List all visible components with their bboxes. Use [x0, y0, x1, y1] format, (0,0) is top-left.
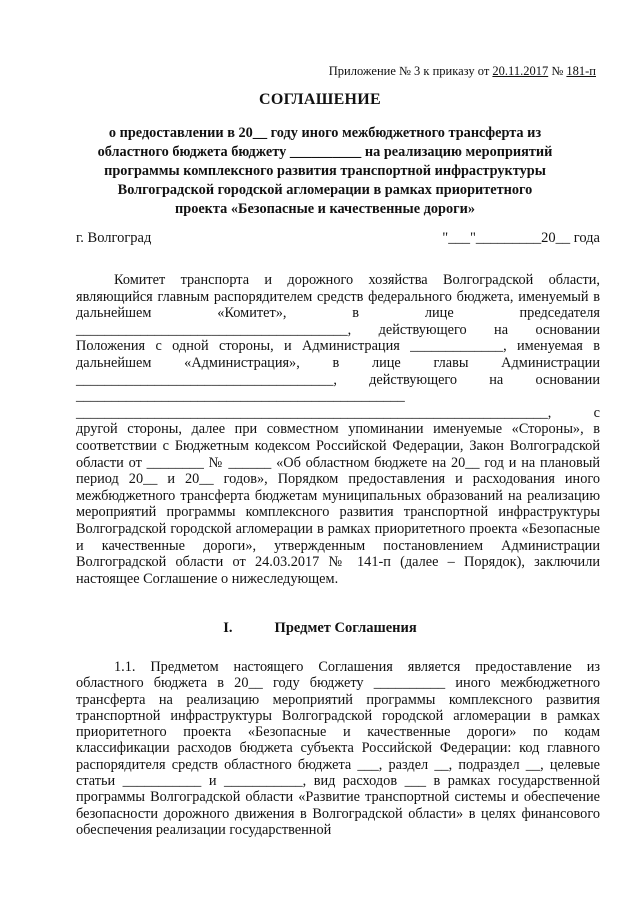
annex-prefix: Приложение № 3 к приказу от	[328, 64, 490, 78]
preamble-paragraph: Комитет транспорта и дорожного хозяйства Волгоградской области, являющийся главным распорядителем средств федерального бюджета, именуемый в дальнейшем «Комитет», в лице председателя ______________________________________, действующего на основании Положения с одной стороны, и Администрация _____________, именуемая в дальнейшем «Администрация», в лице главы Администрации ____________________________________, действующего на основании ______________________________________________ __________________________________________________________________, с другой стороны, далее при совместном упоминании именуемые «Стороны», в соответствии с Бюджетным кодексом Российской Федерации, Закон Волгоградской области от ________ № ______ «Об областном бюджете на 20__ год и на плановый период 20__ и 20__ годов», Порядком предоставления и расходования иного межбюджетного трансферта бюджетам муниципальных образований на реализацию мероприятий программы комплексного развития транспортной инфраструктуры Волгоградской городской агломерации в рамках приоритетного проекта «Безопасные и качественные дороги», утвержденным постановлением Администрации Волгоградской области от 24.03.2017 № 141-п (далее – Порядок), заключили настоящее Соглашение о нижеследующем.	[76, 272, 600, 587]
clause-block	[76, 659, 600, 838]
preamble-block	[76, 272, 600, 587]
section-number: I.	[223, 620, 233, 636]
section-heading	[0, 620, 640, 637]
annex-number-label: №	[551, 64, 564, 78]
section-title: Предмет Соглашения	[274, 620, 417, 636]
document-subtitle: о предоставлении в 20__ году иного межбюджетного трансферта из областного бюджета бюджету __________ на реализацию мероприятий программы комплексного развития транспортной инфраструктуры Волгоградской городской агломерации в рамках приоритетного проекта «Безопасные и качественные дороги»	[97, 125, 553, 217]
clause-1-1: 1.1. Предметом настоящего Соглашения является предоставление из областного бюджета в 20__ году бюджету __________ иного межбюджетного трансферта на реализацию мероприятий программы комплексного развития транспортной инфраструктуры Волгоградской городской агломерации в рамках приоритетного проекта «Безопасные и качественные дороги» по кодам классификации расходов бюджета субъекта Российской Федерации: код главного распорядителя средств областного бюджета ___, раздел __, подраздел __, целевые статьи ___________ и ___________, вид расходов ___ в рамках государственной программы Волгоградской области «Развитие транспортной системы и обеспечение безопасности дорожного движения в Волгоградской области» в целях финансового обеспечения реализации государственной	[76, 659, 600, 838]
place: г. Волгоград	[76, 230, 152, 246]
annex-reference	[329, 64, 596, 79]
document-title: СОГЛАШЕНИЕ	[258, 91, 382, 108]
annex-number: 181-п	[566, 64, 596, 78]
annex-date: 20.11.2017	[492, 64, 549, 78]
place-date-row	[76, 230, 600, 247]
date-line: "___"_________20__ года	[442, 230, 600, 246]
